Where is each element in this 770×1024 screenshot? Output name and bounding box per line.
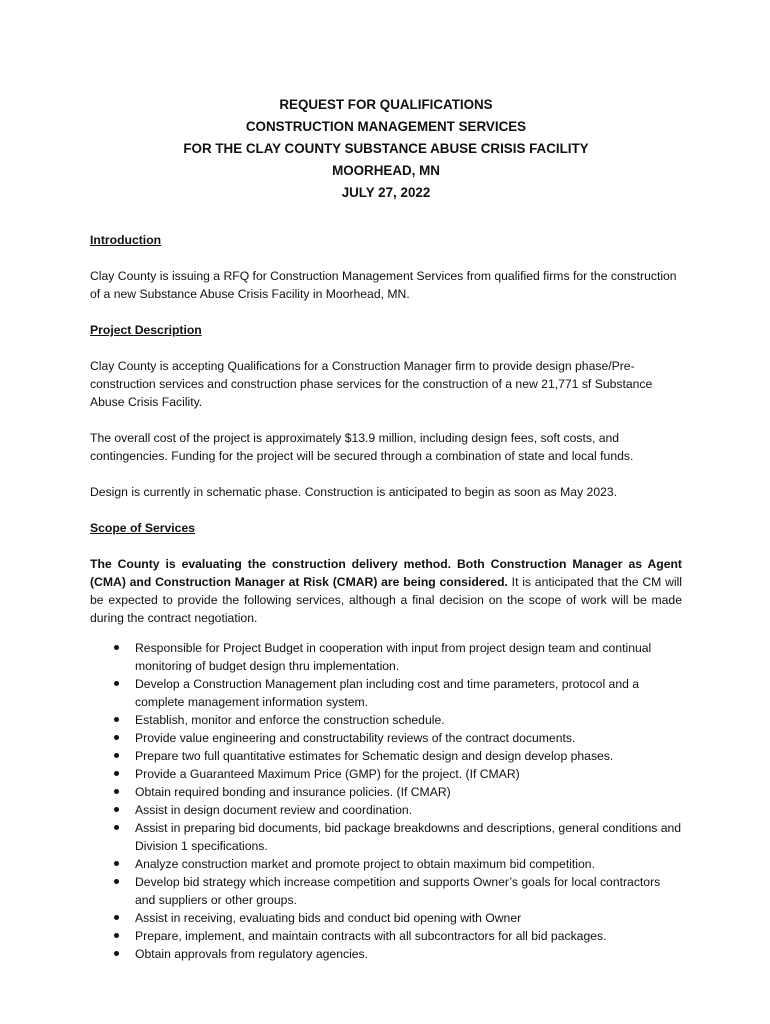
scope-intro-bold: The County is evaluating the construction delivery method. Both Construction Manager as Agent (CMA) and Construction Manager at Risk (CMAR) are being considered. [90,557,682,589]
list-item: Assist in receiving, evaluating bids and conduct bid opening with Owner [135,909,682,927]
list-item: Assist in design document review and coordination. [135,801,682,819]
project-description-heading: Project Description [90,323,202,337]
scope-intro-text: It is anticipated that the CM will be expected to provide the following services, although a final decision on the scope of work will be made during the contract negotiation. [90,575,682,625]
list-item: Prepare, implement, and maintain contracts with all subcontractors for all bid packages. [135,927,682,945]
list-item: Provide a Guaranteed Maximum Price (GMP) for the project. (If CMAR) [135,765,682,783]
introduction-heading: Introduction [90,233,162,247]
project-description-paragraph-1: Clay County is accepting Qualifications for a Construction Manager firm to provide design phase/Pre-construction services and construction phase services for the construction of a new 21,771 sf Substance Abuse Crisis Facility. [90,359,653,409]
title-line-4: MOORHEAD, MN [332,163,440,178]
project-description-paragraph-3: Design is currently in schematic phase. Construction is anticipated to begin as soon as May 2023. [90,485,618,499]
list-item: Develop a Construction Management plan including cost and time parameters, protocol and a complete management information system. [135,675,682,711]
list-item: Obtain approvals from regulatory agencies. [135,945,682,963]
list-item: Analyze construction market and promote project to obtain maximum bid competition. [135,855,682,873]
list-item: Prepare two full quantitative estimates for Schematic design and design develop phases. [135,747,682,765]
title-date: JULY 27, 2022 [341,185,431,200]
list-item: Assist in preparing bid documents, bid package breakdowns and descriptions, general conditions and Division 1 specifications. [135,821,682,853]
title-line-2: CONSTRUCTION MANAGEMENT SERVICES [245,119,527,134]
list-item: Obtain required bonding and insurance policies. (If CMAR) [135,783,682,801]
project-description-paragraph-2: The overall cost of the project is approximately $13.9 million, including design fees, soft costs, and contingencies. Funding for the project will be secured through a combination of state and local funds. [90,431,634,463]
title-line-1: REQUEST FOR QUALIFICATIONS [279,97,493,112]
scope-intro [90,555,682,627]
list-item: Responsible for Project Budget in cooperation with input from project design team and continual monitoring of budget design thru implementation. [135,639,682,675]
document-title [90,94,682,204]
services-list [90,639,682,963]
title-line-3: FOR THE CLAY COUNTY SUBSTANCE ABUSE CRISIS FACILITY [183,141,589,156]
list-item: Provide value engineering and constructability reviews of the contract documents. [135,729,682,747]
introduction-text: Clay County is issuing a RFQ for Construction Management Services from qualified firms for the construction of a new Substance Abuse Crisis Facility in Moorhead, MN. [90,269,677,301]
scope-of-services-heading: Scope of Services [90,521,195,535]
list-item: Establish, monitor and enforce the construction schedule. [135,711,682,729]
list-item: Develop bid strategy which increase competition and supports Owner’s goals for local contractors and suppliers or other groups. [135,873,682,909]
document-page [90,94,682,963]
